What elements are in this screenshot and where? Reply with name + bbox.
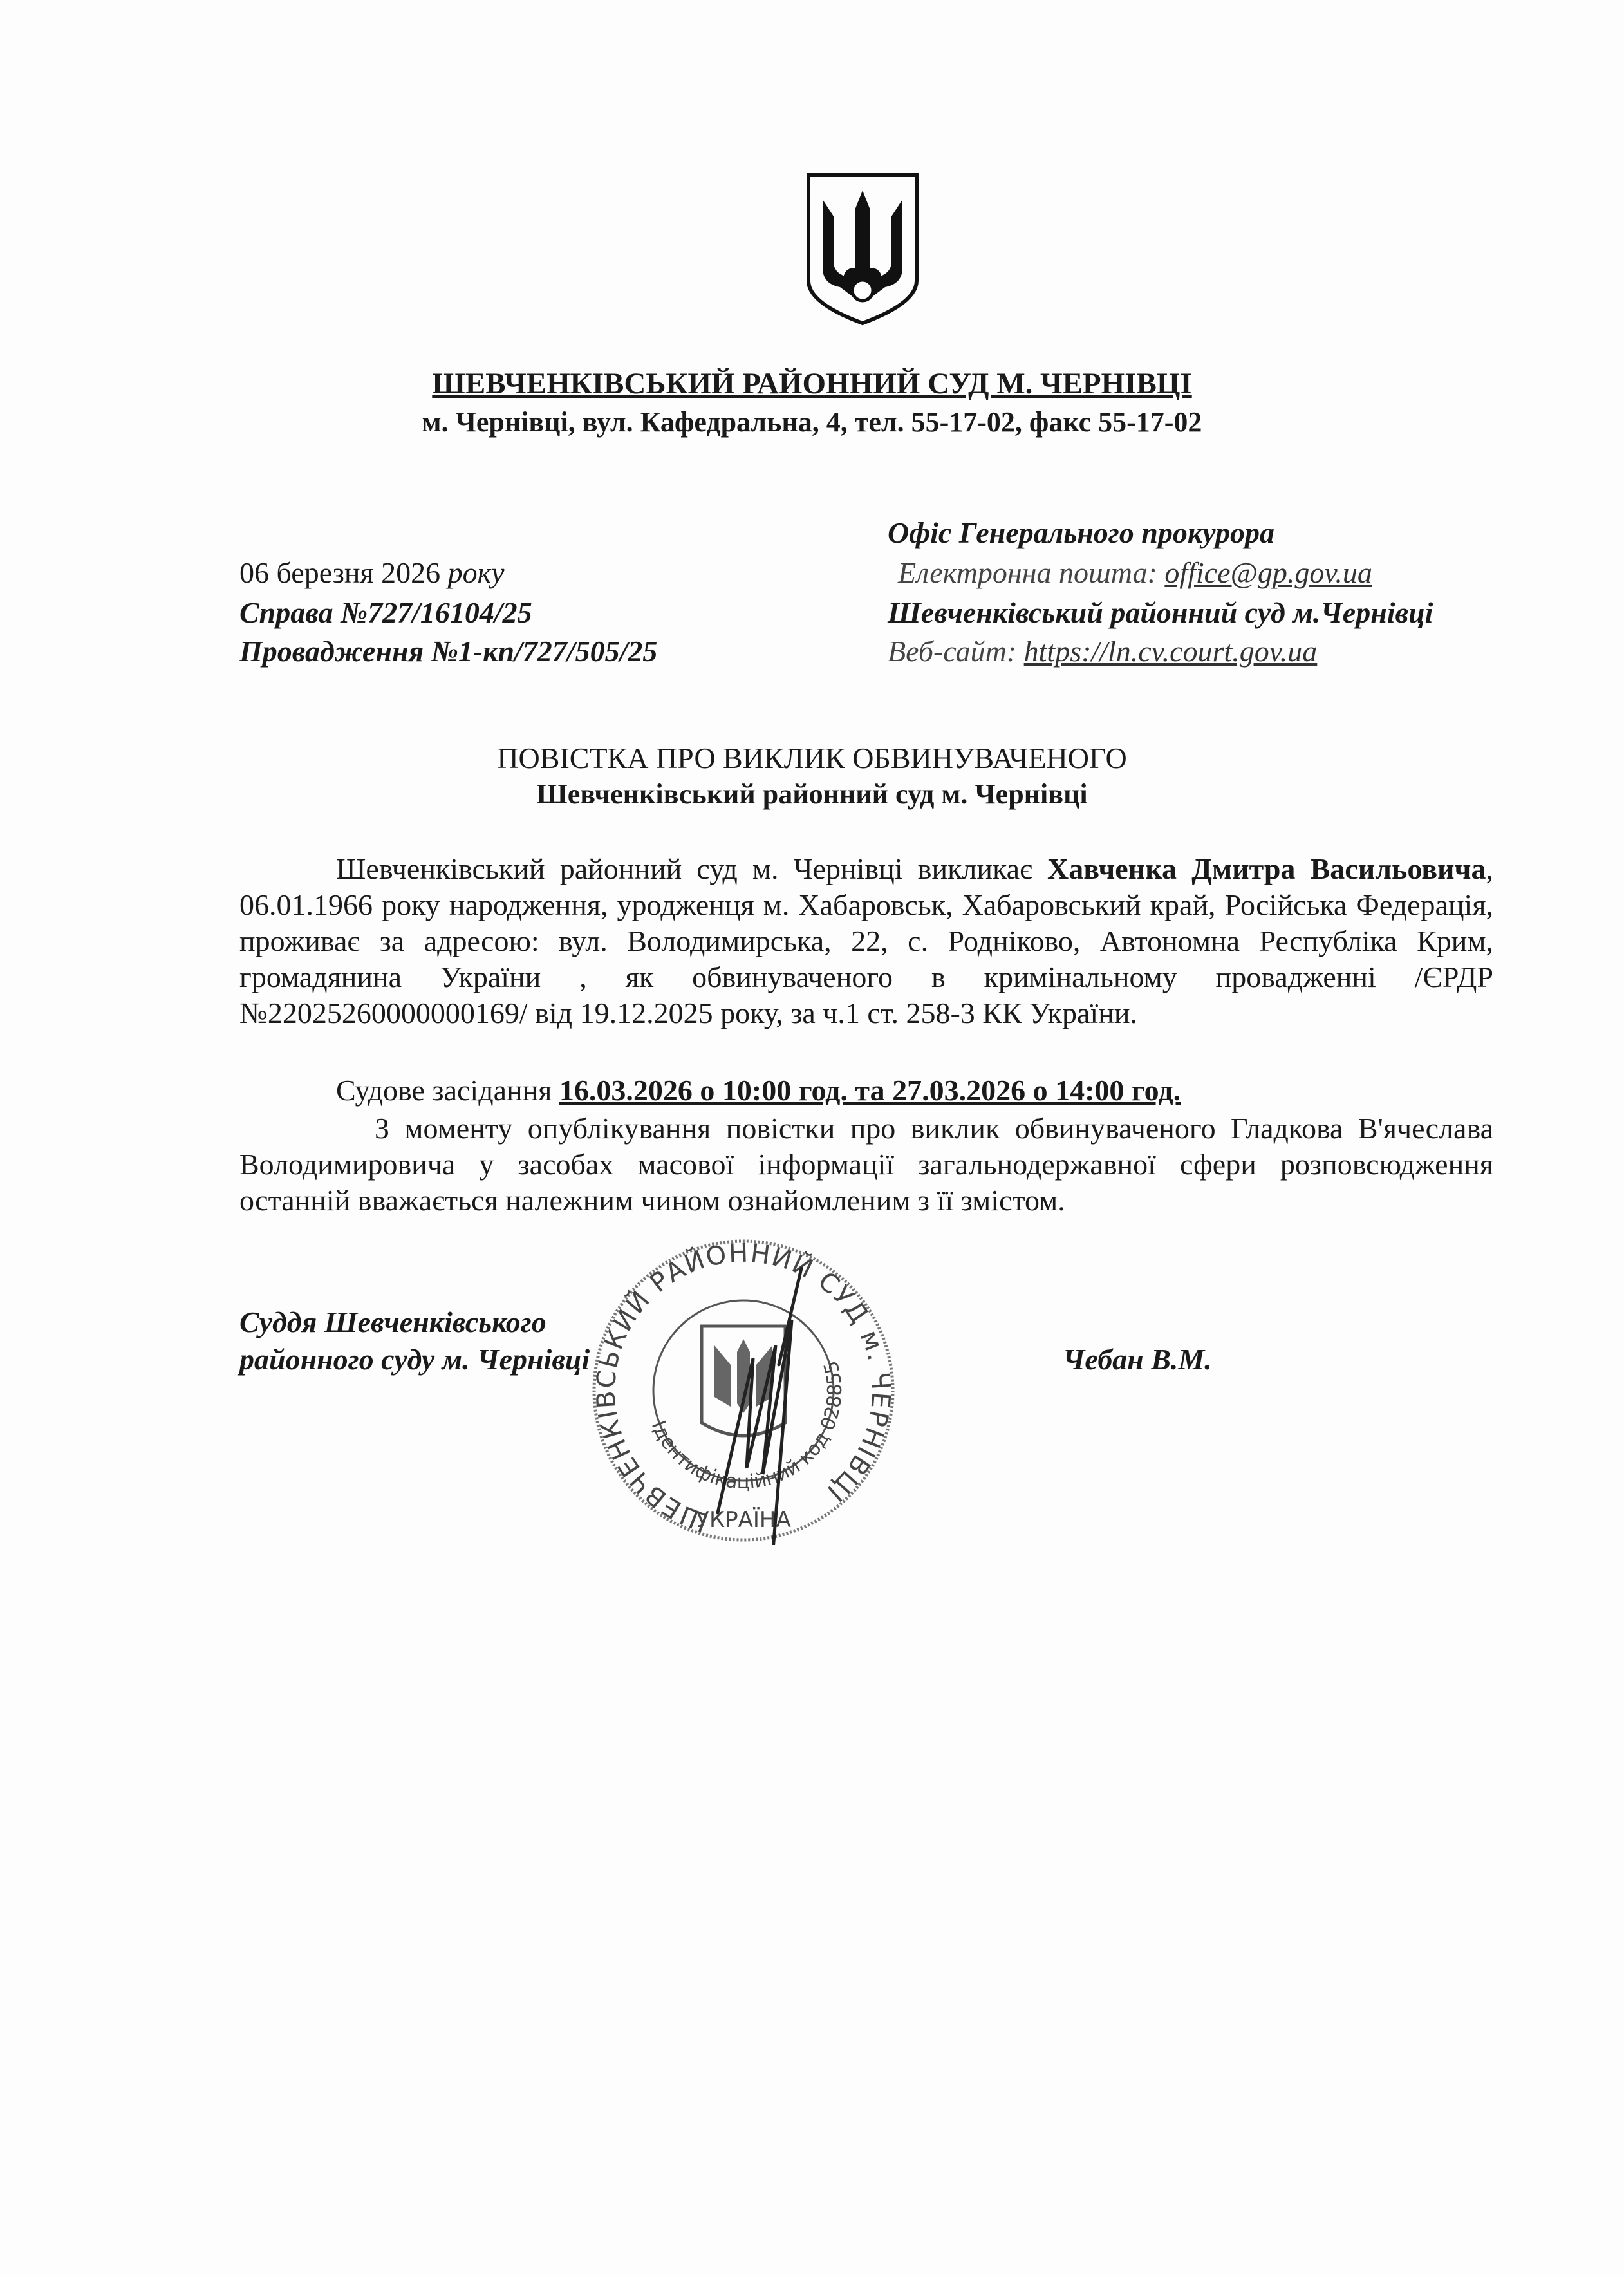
- website-label: Веб-сайт:: [888, 635, 1017, 668]
- case-number: Справа №727/16104/25: [239, 596, 532, 629]
- coat-of-arms-emblem: [805, 171, 920, 327]
- summons-paragraph: [239, 851, 1493, 1031]
- notice-paragraph: З моменту опублікування повістки про виклик обвинуваченого Гладкова В'ячеслава Володимировича у засобах масової інформації загальнодержавної сфери розповсюдження останній вважається належним чином ознайомленим з її змістом.: [239, 1112, 1493, 1217]
- judge-name: Чебан В.М.: [1063, 1343, 1212, 1376]
- summons-intro: Шевченківський районний суд м. Чернівці викликає: [336, 852, 1048, 885]
- recipient-court: Шевченківський районний суд м.Чернівці: [888, 596, 1433, 629]
- hearing-label: Судове засідання: [336, 1074, 559, 1107]
- hearing-paragraph: [239, 1073, 1493, 1109]
- recipient-email: [898, 555, 1372, 591]
- judge-position-line1: Суддя Шевченківського: [239, 1306, 546, 1338]
- judge-position-line2: районного суду м. Чернівці: [239, 1343, 590, 1376]
- document-subtitle: Шевченківський районний суд м. Чернівці: [536, 778, 1088, 810]
- court-website: [888, 633, 1317, 670]
- stamp-bottom-text: УКРАЇНА: [696, 1507, 791, 1533]
- court-stamp: [589, 1236, 898, 1545]
- court-address: м. Чернівці, вул. Кафедральна, 4, тел. 55-17-02, факс 55-17-02: [422, 406, 1202, 438]
- date-value: 06 березня 2026: [239, 556, 441, 589]
- document-title: ПОВІСТКА ПРО ВИКЛИК ОБВИНУВАЧЕНОГО: [497, 742, 1127, 774]
- accused-name: Хавченка Дмитра Васильовича: [1047, 852, 1486, 885]
- proceeding-number: Провадження №1-кп/727/505/25: [239, 635, 658, 668]
- summons-details: , 06.01.1966 року народження, уродженця м. Хабаровськ, Хабаровський край, Російська Федерація, проживає за адресою: вул. Володимирська, 22, с. Родніково, Автономна Республіка Крим, громадянина України , як обвинуваченого в кримінальному провадженні /ЄРДР №22025260000000169/ від 19.12.2025 року, за ч.1 ст. 258-3 КК України.: [239, 852, 1493, 1029]
- stamp-outer-text: ШЕВЧЕНКІВСЬКИЙ РАЙОННИЙ СУД м. ЧЕРНІВЦІ: [591, 1238, 896, 1537]
- email-link[interactable]: office@gp.gov.ua: [1164, 556, 1372, 589]
- document-date: [239, 555, 505, 591]
- stamp-inner-text: Ідентифікаційний код 028855: [646, 1358, 847, 1494]
- date-suffix: року: [447, 556, 505, 589]
- recipient-name: Офіс Генерального прокурора: [888, 516, 1274, 549]
- email-label: Електронна пошта:: [898, 556, 1157, 589]
- hearing-dates: 16.03.2026 о 10:00 год. та 27.03.2026 о 14:00 год.: [559, 1074, 1181, 1107]
- website-link[interactable]: https://ln.cv.court.gov.ua: [1023, 635, 1318, 668]
- signature-scribble: [718, 1268, 801, 1545]
- court-title: ШЕВЧЕНКІВСЬКИЙ РАЙОННИЙ СУД М. ЧЕРНІВЦІ: [432, 367, 1192, 400]
